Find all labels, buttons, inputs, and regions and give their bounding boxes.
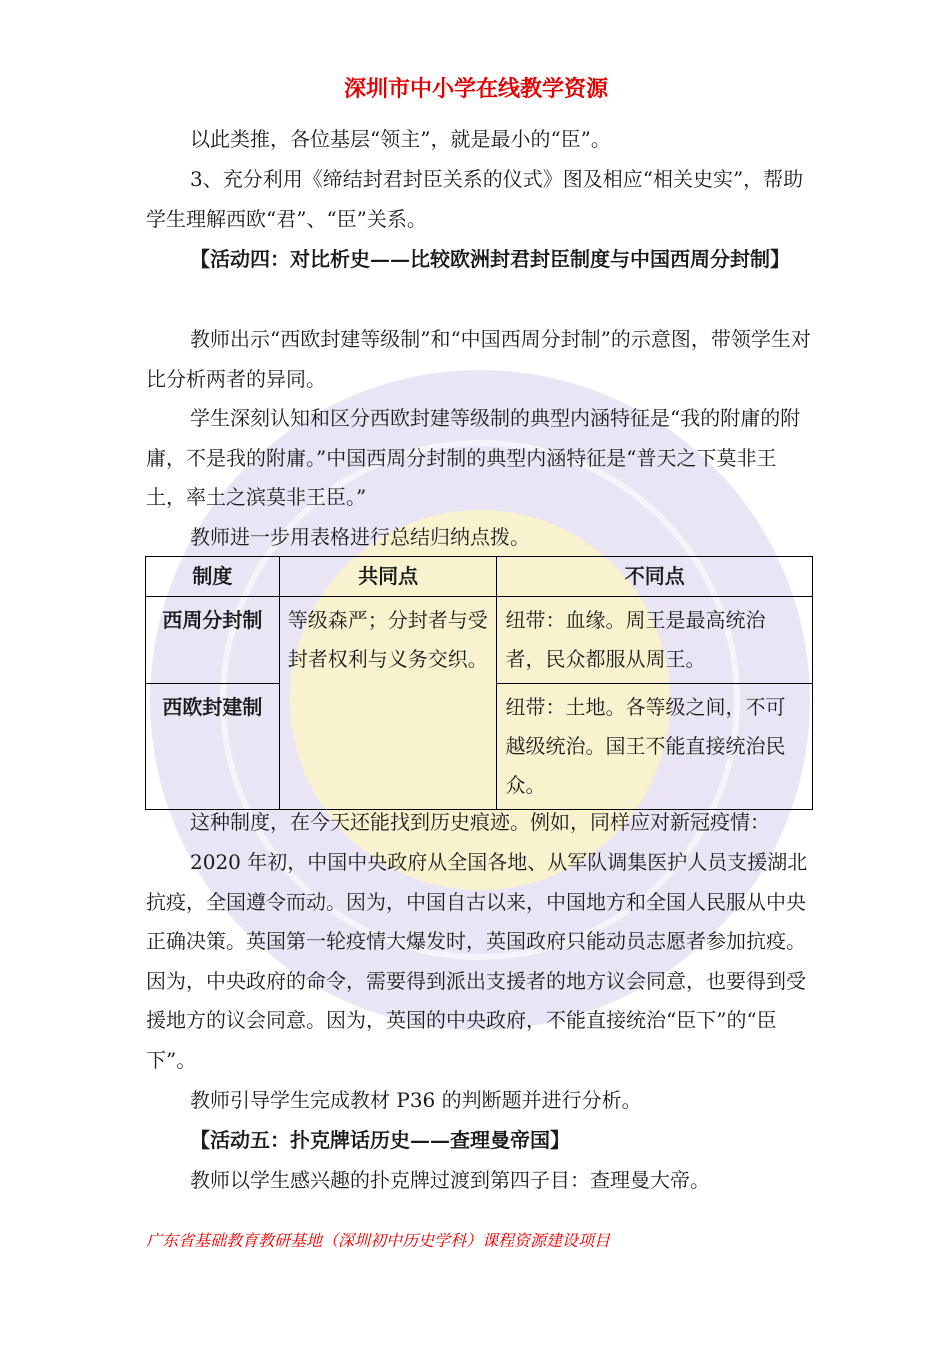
table-cell-common: 等级森严；分封者与受封者权利与义务交织。 [279,597,497,810]
table-header-row [146,557,813,597]
paragraph-table-intro: 教师进一步用表格进行总结归纳点拨。 [190,525,530,549]
paragraph-diagrams: 教师出示“西欧封建等级制”和“中国西周分封制”的示意图，带领学生对比分析两者的异同。 [146,327,811,391]
table-header-difference: 不同点 [497,557,813,597]
comparison-table [145,556,813,810]
paragraph-vassal-chain: 以此类推，各位基层“领主”，就是最小的“臣”。 [190,127,611,151]
table-cell-diff-zhou: 纽带：血缘。周王是最高统治者，民众都服从周王。 [497,597,813,684]
paragraph-characteristics: 学生深刻认知和区分西欧封建等级制的典型内涵特征是“我的附庸的附庸，不是我的附庸。”中国西周分封制的典型内涵特征是“普天之下莫非王土，率土之滨莫非王臣。” [146,406,801,510]
table-cell-diff-europe: 纽带：土地。各等级之间，不可越级统治。国王不能直接统治民众。 [497,684,813,810]
paragraph-charlemagne: 教师以学生感兴趣的扑克牌过渡到第四子目：查理曼大帝。 [190,1168,710,1192]
paragraph-modern-trace: 这种制度，在今天还能找到历史痕迹。例如，同样应对新冠疫情： [190,810,770,834]
paragraph-covid-example: 2020 年初，中国中央政府从全国各地、从军队调集医护人员支援湖北抗疫，全国遵令而动。因为，中国自古以来，中国地方和全国人民服从中央正确决策。英国第一轮疫情大爆发时，英国政府只能动员志愿者参加抗疫。因为，中央政府的命令，需要得到派出支援者的地方议会同意，也要得到受援地方的议会同意。因为，英国的中央政府，不能直接统治“臣下”的“臣下”。 [146,850,808,1072]
table-header-system: 制度 [146,557,280,597]
page-footer: 广东省基础教育教研基地（深圳初中历史学科）课程资源建设项目 [146,1231,611,1250]
paragraph-textbook: 教师引导学生完成教材 P36 的判断题并进行分析。 [190,1088,642,1112]
table-header-common: 共同点 [279,557,497,597]
heading-activity-four: 【活动四：对比析史——比较欧洲封君封臣制度与中国西周分封制】 [190,247,790,271]
page-header-title: 深圳市中小学在线教学资源 [343,76,608,102]
table-row [146,597,813,684]
table-row-label-europe: 西欧封建制 [146,684,280,810]
paragraph-ceremony: 3、充分利用《缔结封君封臣关系的仪式》图及相应“相关史实”，帮助学生理解西欧“君”、“臣”关系。 [146,167,804,231]
heading-activity-five: 【活动五：扑克牌话历史——查理曼帝国】 [190,1128,570,1152]
table-row-label-zhou: 西周分封制 [146,597,280,684]
